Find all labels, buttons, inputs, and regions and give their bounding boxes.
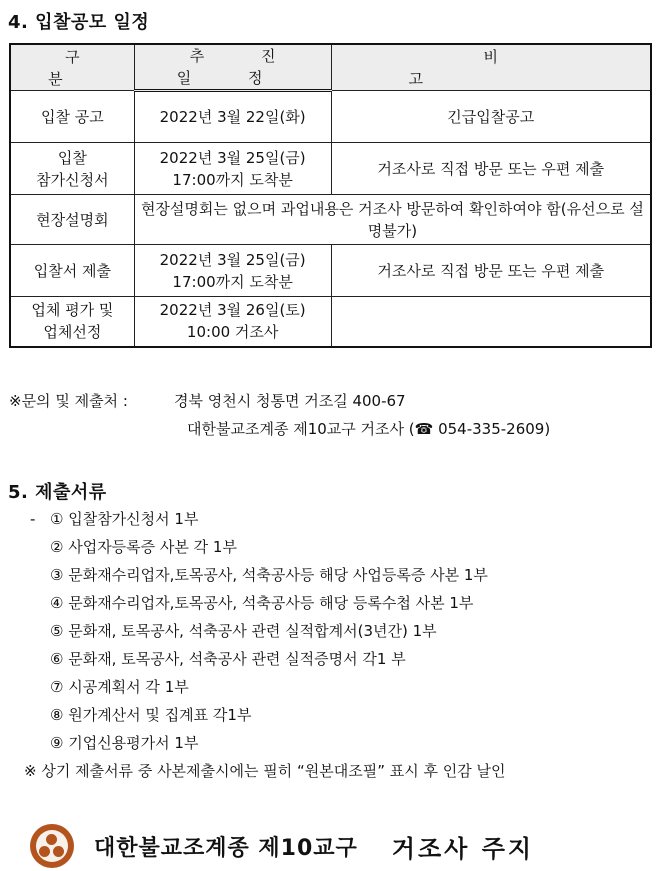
section-4-title: 4. 입찰공모 일정 bbox=[8, 12, 150, 33]
row-note: 거조사로 직접 방문 또는 우편 제출 bbox=[331, 143, 651, 195]
submission-note: ※ 상기 제출서류 중 사본제출시에는 필히 “원본대조필” 표시 후 인감 날인 bbox=[24, 762, 506, 780]
signature-footer bbox=[30, 822, 534, 870]
contact-block bbox=[9, 390, 551, 438]
list-item: ④ 문화재수리업자,토목공사, 석축공사등 해당 등록수첩 사본 1부 bbox=[50, 594, 474, 612]
row-category: 입찰 공고 bbox=[10, 91, 134, 143]
row-date: 2022년 3월 26일(토) 10:00 거조사 bbox=[134, 297, 331, 347]
list-item: - ① 입찰참가신청서 1부 bbox=[30, 510, 199, 528]
table-row bbox=[10, 195, 651, 245]
header-schedule: 추 진 일 정 bbox=[134, 44, 331, 91]
temple-seal-icon bbox=[30, 824, 74, 868]
document-list bbox=[30, 508, 488, 760]
row-category: 입찰 참가신청서 bbox=[10, 143, 134, 195]
table-row bbox=[10, 245, 651, 297]
footer-temple-abbot: 거조사 주지 bbox=[391, 834, 535, 863]
list-item: ③ 문화재수리업자,토목공사, 석축공사등 해당 사업등록증 사본 1부 bbox=[50, 566, 488, 584]
row-note: 긴급입찰공고 bbox=[331, 91, 651, 143]
schedule-table bbox=[9, 43, 652, 348]
contact-address: 경북 영천시 청통면 거조길 400-67 bbox=[174, 392, 406, 410]
section-5-title: 5. 제출서류 bbox=[8, 482, 107, 503]
row-date: 2022년 3월 22일(화) bbox=[134, 91, 331, 143]
row-category: 현장설명회 bbox=[10, 195, 134, 245]
row-note: 거조사로 직접 방문 또는 우편 제출 bbox=[331, 245, 651, 297]
table-row bbox=[10, 91, 651, 143]
row-category: 업체 평가 및 업체선정 bbox=[10, 297, 134, 347]
list-item: ② 사업자등록증 사본 각 1부 bbox=[50, 538, 237, 556]
row-note bbox=[331, 297, 651, 347]
row-date: 2022년 3월 25일(금) 17:00까지 도착분 bbox=[134, 245, 331, 297]
row-merged-note: 현장설명회는 없으며 과업내용은 거조사 방문하여 확인하여야 함(유선으로 설명불가) bbox=[134, 195, 651, 245]
list-item: ⑨ 기업신용평가서 1부 bbox=[50, 734, 199, 752]
list-item: ⑧ 원가계산서 및 집계표 각1부 bbox=[50, 706, 252, 724]
list-item: ⑤ 문화재, 토목공사, 석축공사 관련 실적합계서(3년간) 1부 bbox=[50, 622, 437, 640]
header-category: 구 분 bbox=[10, 44, 134, 91]
table-row bbox=[10, 297, 651, 347]
footer-org: 대한불교조계종 제10교구 bbox=[94, 835, 358, 861]
contact-org-phone: 대한불교조계종 제10교구 거조사 (☎ 054-335-2609) bbox=[187, 420, 551, 438]
table-header-row bbox=[10, 44, 651, 91]
header-remarks: 비 고 bbox=[331, 44, 651, 91]
list-item: ⑦ 시공계획서 각 1부 bbox=[50, 678, 189, 696]
row-category: 입찰서 제출 bbox=[10, 245, 134, 297]
row-date: 2022년 3월 25일(금) 17:00까지 도착분 bbox=[134, 143, 331, 195]
table-row bbox=[10, 143, 651, 195]
contact-label: ※문의 및 제출처 : bbox=[9, 392, 128, 410]
list-item: ⑥ 문화재, 토목공사, 석축공사 관련 실적증명서 각1 부 bbox=[50, 650, 406, 668]
